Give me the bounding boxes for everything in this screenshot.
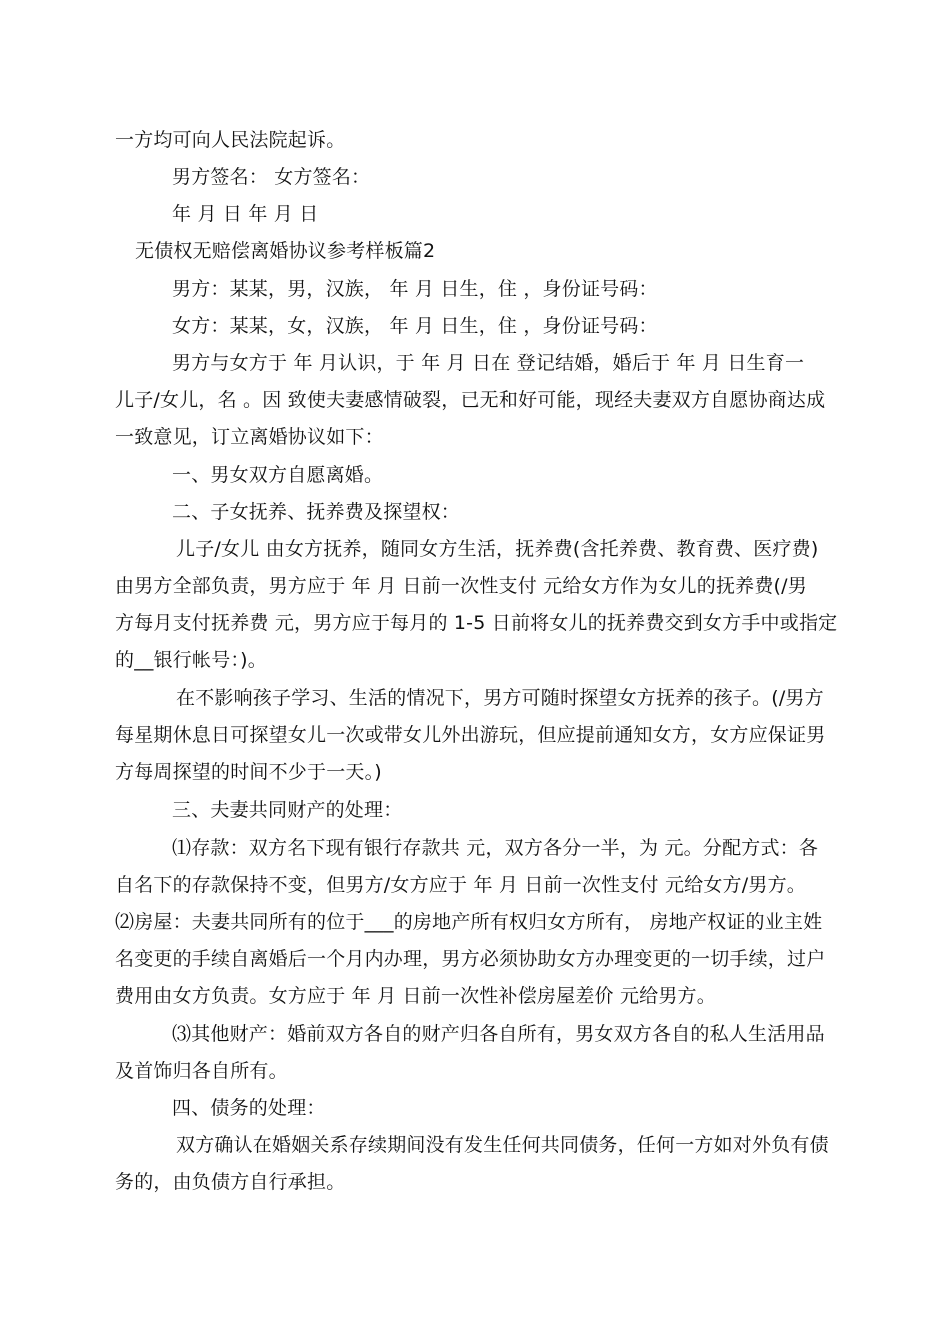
text-line: 方每月支付抚养费 元，男方应于每月的 1-5 日前将女儿的抚养费交到女方手中或指定 <box>115 612 838 634</box>
text-line: 的__银行帐号：)。 <box>115 649 267 671</box>
text-line: 一方均可向人民法院起诉。 <box>115 129 346 151</box>
text-line: 儿子/女儿 由女方抚养，随同女方生活，抚养费(含托养费、教育费、医疗费) <box>176 538 819 560</box>
text-line: 方每周探望的时间不少于一天。) <box>115 761 382 783</box>
text-line: 在不影响孩子学习、生活的情况下，男方可随时探望女方抚养的孩子。(/男方 <box>176 687 824 709</box>
clause-heading: 一、男女双方自愿离婚。 <box>172 464 384 486</box>
text-line: ⑵房屋：夫妻共同所有的位于___的房地产所有权归女方所有， 房地产权证的业主姓 <box>115 911 823 933</box>
text-line: 男方：某某，男，汉族， 年 月 日生，住 ，身份证号码： <box>172 278 658 300</box>
text-line: 女方：某某，女，汉族， 年 月 日生，住 ，身份证号码： <box>172 315 658 337</box>
date-line: 年 月 日 年 月 日 <box>172 203 319 225</box>
text-line: 一致意见，订立离婚协议如下： <box>115 426 384 448</box>
text-line: 费用由女方负责。女方应于 年 月 日前一次性补偿房屋差价 元给男方。 <box>115 985 716 1007</box>
text-line: 儿子/女儿，名 。因 致使夫妻感情破裂，已无和好可能，现经夫妻双方自愿协商达成 <box>115 389 826 411</box>
text-line: 务的，由负债方自行承担。 <box>115 1171 346 1193</box>
clause-heading: 三、夫妻共同财产的处理： <box>172 799 403 821</box>
text-line: 每星期休息日可探望女儿一次或带女儿外出游玩，但应提前通知女方，女方应保证男 <box>115 724 826 746</box>
text-line: 自名下的存款保持不变，但男方/女方应于 年 月 日前一次性支付 元给女方/男方。 <box>115 874 806 896</box>
text-line: 由男方全部负责，男方应于 年 月 日前一次性支付 元给女方作为女儿的抚养费(/男 <box>115 575 807 597</box>
text-line: 及首饰归各自所有。 <box>115 1060 288 1082</box>
signature-line: 男方签名： 女方签名： <box>172 166 371 188</box>
text-line: 双方确认在婚姻关系存续期间没有发生任何共同债务，任何一方如对外负有债 <box>176 1134 829 1156</box>
text-line: 男方与女方于 年 月认识，于 年 月 日在 登记结婚，婚后于 年 月 日生育一 <box>172 352 805 374</box>
text-line: 名变更的手续自离婚后一个月内办理，男方必须协助女方办理变更的一切手续，过户 <box>115 948 826 970</box>
clause-heading: 二、子女抚养、抚养费及探望权： <box>172 501 461 523</box>
section-title: 无债权无赔偿离婚协议参考样板篇2 <box>135 240 436 262</box>
text-line: ⑶其他财产：婚前双方各自的财产归各自所有，男女双方各自的私人生活用品 <box>172 1023 825 1045</box>
text-line: ⑴存款：双方名下现有银行存款共 元，双方各分一半，为 元。分配方式：各 <box>172 837 819 859</box>
clause-heading: 四、债务的处理： <box>172 1097 326 1119</box>
